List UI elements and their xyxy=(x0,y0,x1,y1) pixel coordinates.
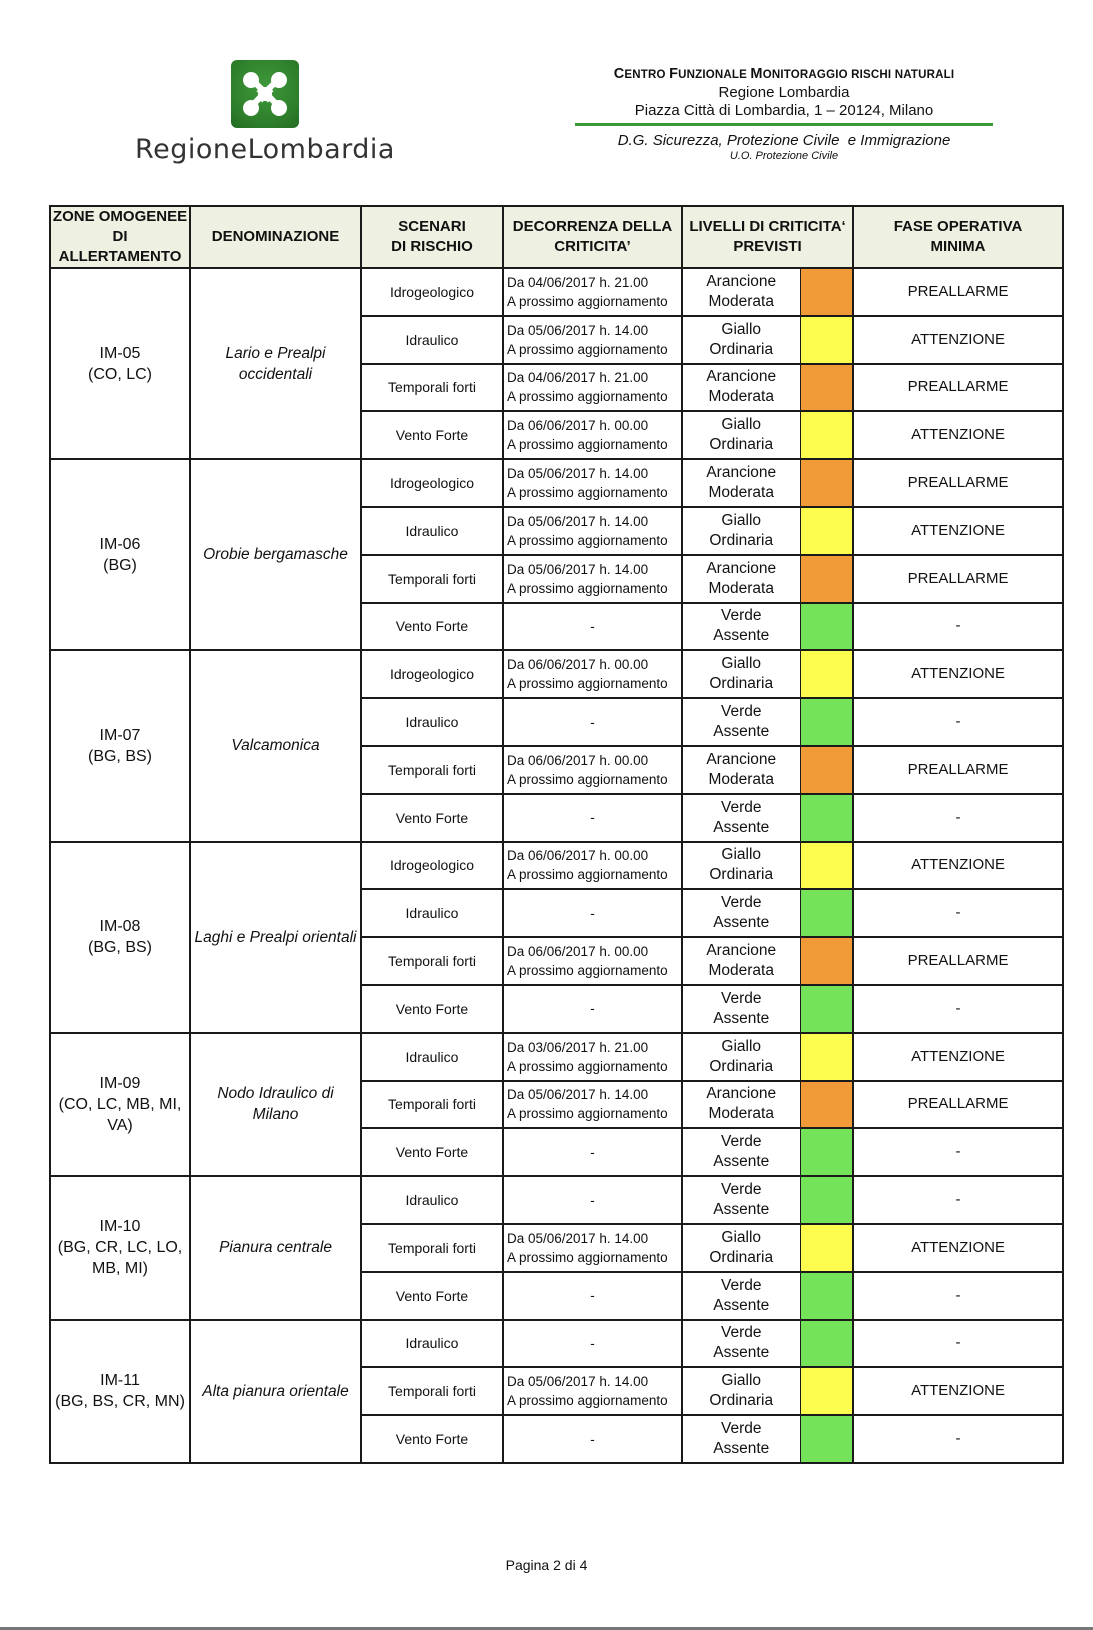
zone-name: Orobie bergamasche xyxy=(203,546,348,564)
livello-color-name: Verde xyxy=(720,1133,762,1151)
decorrenza-cell xyxy=(503,746,682,794)
livello-label: Assente xyxy=(713,1440,770,1458)
livello-color-name: Giallo xyxy=(721,1037,762,1055)
zone-code: IM-05 xyxy=(99,344,141,362)
livello-color-swatch xyxy=(800,459,853,507)
livello-color-name: Giallo xyxy=(721,511,762,529)
decorrenza-from: Da 06/06/2017 h. 00.00 xyxy=(507,418,649,434)
decorrenza-from: Da 05/06/2017 h. 14.00 xyxy=(507,466,649,482)
denominazione-cell xyxy=(190,1176,361,1319)
decorrenza-from: Da 06/06/2017 h. 00.00 xyxy=(507,848,649,864)
fase-operativa-cell: - xyxy=(853,889,1063,937)
table-row xyxy=(50,650,1063,698)
scenario-cell: Temporali forti xyxy=(361,1224,503,1272)
decorrenza-to: A prossimo aggiornamento xyxy=(507,1393,668,1409)
zone-code: IM-11 xyxy=(100,1372,140,1390)
decorrenza-cell xyxy=(503,794,682,842)
fase-operativa-cell: PREALLARME xyxy=(853,459,1063,507)
decorrenza-cell xyxy=(503,555,682,603)
livello-cell xyxy=(682,411,800,459)
decorrenza-to: A prossimo aggiornamento xyxy=(507,341,668,357)
decorrenza-cell xyxy=(503,603,682,651)
livello-color-swatch xyxy=(800,316,853,364)
decorrenza-cell xyxy=(503,411,682,459)
livello-cell xyxy=(682,1033,800,1081)
decorrenza-cell xyxy=(503,459,682,507)
fase-operativa-cell: - xyxy=(853,1128,1063,1176)
col-header-zone: ZONE OMOGENEE DI ALLERTAMENTO xyxy=(50,206,190,268)
livello-label: Assente xyxy=(713,914,770,932)
livello-label: Assente xyxy=(713,723,770,741)
logo-text: RegioneLombardia xyxy=(135,134,395,165)
scenario-cell: Vento Forte xyxy=(361,603,503,651)
col-header-scenari: SCENARI DI RISCHIO xyxy=(361,206,503,268)
decorrenza-from: Da 04/06/2017 h. 21.00 xyxy=(507,370,649,386)
fase-operativa-cell: PREALLARME xyxy=(853,1081,1063,1129)
livello-label: Ordinaria xyxy=(709,1248,774,1266)
lombardy-rose-icon xyxy=(231,60,299,128)
decorrenza-from: Da 06/06/2017 h. 00.00 xyxy=(507,657,649,673)
fase-operativa-cell: ATTENZIONE xyxy=(853,316,1063,364)
livello-label: Assente xyxy=(713,627,770,645)
zone-provinces: (BG, BS, CR, MN) xyxy=(55,1393,185,1411)
livello-cell xyxy=(682,1415,800,1463)
fase-operativa-cell: ATTENZIONE xyxy=(853,411,1063,459)
fase-operativa-cell: ATTENZIONE xyxy=(853,1033,1063,1081)
zone-name: Lario e Prealpi xyxy=(225,344,326,362)
livello-color-name: Verde xyxy=(720,703,762,721)
decorrenza-cell xyxy=(503,937,682,985)
livello-color-name: Arancione xyxy=(706,559,777,577)
livello-color-name: Giallo xyxy=(721,846,762,864)
scenario-cell: Vento Forte xyxy=(361,411,503,459)
livello-color-name: Arancione xyxy=(706,942,777,960)
livello-cell xyxy=(682,1272,800,1320)
scenario-cell: Idraulico xyxy=(361,698,503,746)
col-header-denominazione: DENOMINAZIONE xyxy=(190,206,361,268)
zone-provinces: VA) xyxy=(107,1116,133,1134)
livello-cell xyxy=(682,889,800,937)
zone-cell xyxy=(50,650,190,841)
title-cap: C xyxy=(613,66,625,82)
decorrenza-to: A prossimo aggiornamento xyxy=(507,771,668,787)
livello-cell xyxy=(682,698,800,746)
livello-color-swatch xyxy=(800,985,853,1033)
title-cap: F xyxy=(669,66,679,82)
table-row xyxy=(50,268,1063,316)
scenario-cell: Idrogeologico xyxy=(361,650,503,698)
table-row xyxy=(50,1320,1063,1368)
decorrenza-to: A prossimo aggiornamento xyxy=(507,485,668,501)
livello-color-swatch xyxy=(800,842,853,890)
livello-color-swatch xyxy=(800,746,853,794)
scenario-cell: Vento Forte xyxy=(361,1415,503,1463)
title-cap: M xyxy=(750,66,763,82)
livello-color-swatch xyxy=(800,650,853,698)
decorrenza-from: Da 03/06/2017 h. 21.00 xyxy=(507,1039,649,1055)
livello-cell xyxy=(682,842,800,890)
livello-color-swatch xyxy=(800,1415,853,1463)
denominazione-cell xyxy=(190,268,361,459)
scenario-cell: Temporali forti xyxy=(361,746,503,794)
zone-cell xyxy=(50,1320,190,1463)
fase-operativa-cell: - xyxy=(853,698,1063,746)
zone-code: IM-10 xyxy=(99,1218,141,1236)
zone-code: IM-09 xyxy=(99,1074,141,1092)
fase-operativa-cell: ATTENZIONE xyxy=(853,1224,1063,1272)
zone-cell xyxy=(50,268,190,459)
zone-cell xyxy=(50,842,190,1033)
zone-provinces: (CO, LC) xyxy=(88,365,152,383)
fase-operativa-cell: PREALLARME xyxy=(853,268,1063,316)
table-row xyxy=(50,459,1063,507)
decorrenza-cell xyxy=(503,1033,682,1081)
decorrenza-cell xyxy=(503,842,682,890)
livello-cell xyxy=(682,1224,800,1272)
decorrenza-to: A prossimo aggiornamento xyxy=(507,1058,668,1074)
decorrenza-to: A prossimo aggiornamento xyxy=(507,1249,668,1265)
livello-color-swatch xyxy=(800,1128,853,1176)
zone-cell xyxy=(50,1033,190,1176)
livello-cell xyxy=(682,459,800,507)
zone-provinces: (CO, LC, MB, MI, xyxy=(58,1095,182,1113)
livello-label: Ordinaria xyxy=(709,675,774,693)
livello-label: Assente xyxy=(713,1153,770,1171)
decorrenza-from: - xyxy=(590,1192,595,1208)
livello-cell xyxy=(682,555,800,603)
denominazione-cell xyxy=(190,650,361,841)
decorrenza-to: A prossimo aggiornamento xyxy=(507,867,668,883)
livello-label: Assente xyxy=(713,1296,770,1314)
livello-color-name: Giallo xyxy=(721,416,762,434)
fase-operativa-cell: ATTENZIONE xyxy=(853,842,1063,890)
col-header-decorrenza: DECORRENZA DELLA CRITICITA’ xyxy=(503,206,682,268)
scenario-cell: Temporali forti xyxy=(361,555,503,603)
table-row xyxy=(50,1033,1063,1081)
livello-color-swatch xyxy=(800,1367,853,1415)
header-address: Piazza Città di Lombardia, 1 – 20124, Milano xyxy=(634,102,934,119)
livello-label: Ordinaria xyxy=(709,340,774,358)
livello-cell xyxy=(682,1128,800,1176)
header-region: Regione Lombardia xyxy=(718,84,850,101)
livello-color-name: Giallo xyxy=(721,320,762,338)
zone-provinces: MB, MI) xyxy=(92,1260,148,1278)
livello-label: Moderata xyxy=(708,962,774,980)
scenario-cell: Idraulico xyxy=(361,507,503,555)
zone-provinces: (BG) xyxy=(103,556,137,574)
livello-cell xyxy=(682,1081,800,1129)
livello-label: Ordinaria xyxy=(709,436,774,454)
zone-provinces: (BG, CR, LC, LO, xyxy=(57,1239,183,1257)
livello-color-name: Arancione xyxy=(706,464,777,482)
title-smallcaps: ONITORAGGIO RISCHI NATURALI xyxy=(762,69,955,81)
table-row xyxy=(50,1176,1063,1224)
zone-name: Alta pianura orientale xyxy=(202,1382,349,1400)
fase-operativa-cell: - xyxy=(853,794,1063,842)
decorrenza-from: Da 05/06/2017 h. 14.00 xyxy=(507,1230,649,1246)
decorrenza-cell xyxy=(503,985,682,1033)
livello-label: Ordinaria xyxy=(709,531,774,549)
decorrenza-from: - xyxy=(590,1431,595,1447)
decorrenza-from: - xyxy=(590,618,595,634)
fase-operativa-cell: - xyxy=(853,1320,1063,1368)
livello-color-name: Verde xyxy=(720,607,762,625)
zone-name: Laghi e Prealpi orientali xyxy=(194,928,357,946)
livello-label: Assente xyxy=(713,1009,770,1027)
livello-cell xyxy=(682,1367,800,1415)
decorrenza-from: - xyxy=(590,1001,595,1017)
denominazione-cell xyxy=(190,459,361,650)
fase-operativa-cell: PREALLARME xyxy=(853,364,1063,412)
livello-color-name: Arancione xyxy=(706,368,777,386)
livello-color-swatch xyxy=(800,1320,853,1368)
decorrenza-to: A prossimo aggiornamento xyxy=(507,1106,668,1122)
livello-cell xyxy=(682,937,800,985)
decorrenza-cell xyxy=(503,889,682,937)
zone-name: Milano xyxy=(252,1106,299,1124)
zone-name: Nodo Idraulico di xyxy=(217,1085,334,1103)
scenario-cell: Temporali forti xyxy=(361,364,503,412)
livello-color-name: Giallo xyxy=(721,655,762,673)
fase-operativa-cell: PREALLARME xyxy=(853,937,1063,985)
livello-cell xyxy=(682,364,800,412)
livello-color-name: Giallo xyxy=(721,1372,762,1390)
livello-color-name: Verde xyxy=(720,1181,762,1199)
decorrenza-cell xyxy=(503,1272,682,1320)
decorrenza-to: A prossimo aggiornamento xyxy=(507,532,668,548)
zone-cell xyxy=(50,1176,190,1319)
livello-cell xyxy=(682,1176,800,1224)
decorrenza-from: Da 06/06/2017 h. 00.00 xyxy=(507,944,649,960)
decorrenza-cell xyxy=(503,1224,682,1272)
decorrenza-from: - xyxy=(590,1288,595,1304)
table-row xyxy=(50,842,1063,890)
denominazione-cell xyxy=(190,1320,361,1463)
decorrenza-from: Da 05/06/2017 h. 14.00 xyxy=(507,513,649,529)
scenario-cell: Idraulico xyxy=(361,889,503,937)
decorrenza-cell xyxy=(503,1415,682,1463)
scenario-cell: Temporali forti xyxy=(361,1367,503,1415)
page-number: Pagina 2 di 4 xyxy=(505,1557,588,1573)
scenario-cell: Temporali forti xyxy=(361,1081,503,1129)
fase-operativa-cell: - xyxy=(853,1176,1063,1224)
fase-operativa-cell: PREALLARME xyxy=(853,555,1063,603)
scenario-cell: Temporali forti xyxy=(361,937,503,985)
decorrenza-cell xyxy=(503,650,682,698)
header-directorate: D.G. Sicurezza, Protezione Civile e Immigrazione xyxy=(617,132,951,149)
scenario-cell: Idrogeologico xyxy=(361,842,503,890)
livello-cell xyxy=(682,1320,800,1368)
livello-color-swatch xyxy=(800,603,853,651)
decorrenza-cell xyxy=(503,1367,682,1415)
header-title xyxy=(575,66,993,82)
decorrenza-to: A prossimo aggiornamento xyxy=(507,963,668,979)
livello-color-swatch xyxy=(800,1033,853,1081)
decorrenza-from: - xyxy=(590,810,595,826)
decorrenza-cell xyxy=(503,507,682,555)
criticality-table xyxy=(49,205,1064,1464)
fase-operativa-cell: - xyxy=(853,603,1063,651)
zone-provinces: (BG, BS) xyxy=(87,939,152,957)
livello-color-name: Verde xyxy=(720,1324,762,1342)
denominazione-cell xyxy=(190,1033,361,1176)
livello-label: Assente xyxy=(713,1201,770,1219)
decorrenza-from: - xyxy=(590,1335,595,1351)
decorrenza-from: Da 05/06/2017 h. 14.00 xyxy=(507,1087,649,1103)
livello-color-name: Arancione xyxy=(706,1085,777,1103)
livello-color-swatch xyxy=(800,364,853,412)
livello-cell xyxy=(682,746,800,794)
scenario-cell: Idraulico xyxy=(361,1176,503,1224)
scenario-cell: Vento Forte xyxy=(361,1128,503,1176)
decorrenza-to: A prossimo aggiornamento xyxy=(507,676,668,692)
decorrenza-cell xyxy=(503,364,682,412)
livello-color-swatch xyxy=(800,268,853,316)
title-smallcaps: ENTRO xyxy=(624,69,670,81)
livello-color-name: Verde xyxy=(720,894,762,912)
livello-color-swatch xyxy=(800,555,853,603)
decorrenza-cell xyxy=(503,1081,682,1129)
livello-label: Assente xyxy=(713,818,770,836)
decorrenza-to: A prossimo aggiornamento xyxy=(507,580,668,596)
livello-color-name: Arancione xyxy=(706,272,777,290)
fase-operativa-cell: PREALLARME xyxy=(853,746,1063,794)
scenario-cell: Idraulico xyxy=(361,1320,503,1368)
livello-label: Moderata xyxy=(708,1105,774,1123)
decorrenza-from: Da 05/06/2017 h. 14.00 xyxy=(507,1374,649,1390)
decorrenza-from: Da 06/06/2017 h. 00.00 xyxy=(507,752,649,768)
decorrenza-from: - xyxy=(590,905,595,921)
livello-color-swatch xyxy=(800,794,853,842)
decorrenza-to: A prossimo aggiornamento xyxy=(507,437,668,453)
zone-code: IM-08 xyxy=(99,918,141,936)
scenario-cell: Idraulico xyxy=(361,316,503,364)
document-header xyxy=(575,66,993,162)
livello-color-name: Giallo xyxy=(721,1228,762,1246)
fase-operativa-cell: ATTENZIONE xyxy=(853,650,1063,698)
decorrenza-cell xyxy=(503,1128,682,1176)
zone-name: occidentali xyxy=(238,365,313,383)
livello-color-name: Verde xyxy=(720,798,762,816)
zone-code: IM-07 xyxy=(99,726,141,744)
decorrenza-cell xyxy=(503,268,682,316)
livello-color-name: Arancione xyxy=(706,750,777,768)
header-unit: U.O. Protezione Civile xyxy=(729,150,839,162)
header-divider xyxy=(575,123,993,126)
livello-label: Moderata xyxy=(708,770,774,788)
decorrenza-from: - xyxy=(590,714,595,730)
livello-color-swatch xyxy=(800,1081,853,1129)
fase-operativa-cell: ATTENZIONE xyxy=(853,507,1063,555)
decorrenza-cell xyxy=(503,316,682,364)
livello-cell xyxy=(682,985,800,1033)
livello-cell xyxy=(682,603,800,651)
livello-color-swatch xyxy=(800,698,853,746)
livello-label: Moderata xyxy=(708,579,774,597)
scenario-cell: Idrogeologico xyxy=(361,268,503,316)
decorrenza-from: - xyxy=(590,1144,595,1160)
fase-operativa-cell: ATTENZIONE xyxy=(853,1367,1063,1415)
scenario-cell: Idrogeologico xyxy=(361,459,503,507)
scenario-cell: Vento Forte xyxy=(361,985,503,1033)
title-smallcaps: UNZIONALE xyxy=(678,69,751,81)
livello-color-swatch xyxy=(800,1224,853,1272)
livello-color-name: Verde xyxy=(720,1420,762,1438)
col-header-livelli: LIVELLI DI CRITICITA‘ PREVISTI xyxy=(682,206,853,268)
livello-color-swatch xyxy=(800,889,853,937)
livello-label: Ordinaria xyxy=(709,1057,774,1075)
zone-provinces: (BG, BS) xyxy=(87,747,152,765)
zone-cell xyxy=(50,459,190,650)
fase-operativa-cell: - xyxy=(853,1415,1063,1463)
livello-color-swatch xyxy=(800,507,853,555)
col-header-fase: FASE OPERATIVA MINIMA xyxy=(853,206,1063,268)
decorrenza-cell xyxy=(503,1176,682,1224)
denominazione-cell xyxy=(190,842,361,1033)
scenario-cell: Vento Forte xyxy=(361,794,503,842)
livello-cell xyxy=(682,507,800,555)
livello-color-swatch xyxy=(800,411,853,459)
decorrenza-cell xyxy=(503,698,682,746)
table-body xyxy=(50,268,1063,1463)
scenario-cell: Idraulico xyxy=(361,1033,503,1081)
decorrenza-cell xyxy=(503,1320,682,1368)
livello-cell xyxy=(682,794,800,842)
decorrenza-from: Da 05/06/2017 h. 14.00 xyxy=(507,561,649,577)
decorrenza-from: Da 04/06/2017 h. 21.00 xyxy=(507,274,649,290)
livello-color-swatch xyxy=(800,937,853,985)
livello-label: Moderata xyxy=(708,388,774,406)
livello-label: Moderata xyxy=(708,292,774,310)
region-logo xyxy=(120,60,410,170)
livello-label: Ordinaria xyxy=(709,866,774,884)
livello-cell xyxy=(682,268,800,316)
zone-code: IM-06 xyxy=(99,535,141,553)
livello-label: Ordinaria xyxy=(709,1392,774,1410)
livello-color-name: Verde xyxy=(720,989,762,1007)
fase-operativa-cell: - xyxy=(853,1272,1063,1320)
livello-label: Assente xyxy=(713,1344,770,1362)
zone-name: Valcamonica xyxy=(231,737,320,755)
livello-color-name: Verde xyxy=(720,1276,762,1294)
scenario-cell: Vento Forte xyxy=(361,1272,503,1320)
decorrenza-to: A prossimo aggiornamento xyxy=(507,389,668,405)
livello-label: Moderata xyxy=(708,484,774,502)
table-header-row xyxy=(50,206,1063,268)
livello-cell xyxy=(682,316,800,364)
decorrenza-to: A prossimo aggiornamento xyxy=(507,293,668,309)
zone-name: Pianura centrale xyxy=(219,1239,332,1257)
livello-cell xyxy=(682,650,800,698)
livello-color-swatch xyxy=(800,1176,853,1224)
decorrenza-from: Da 05/06/2017 h. 14.00 xyxy=(507,322,649,338)
fase-operativa-cell: - xyxy=(853,985,1063,1033)
livello-color-swatch xyxy=(800,1272,853,1320)
